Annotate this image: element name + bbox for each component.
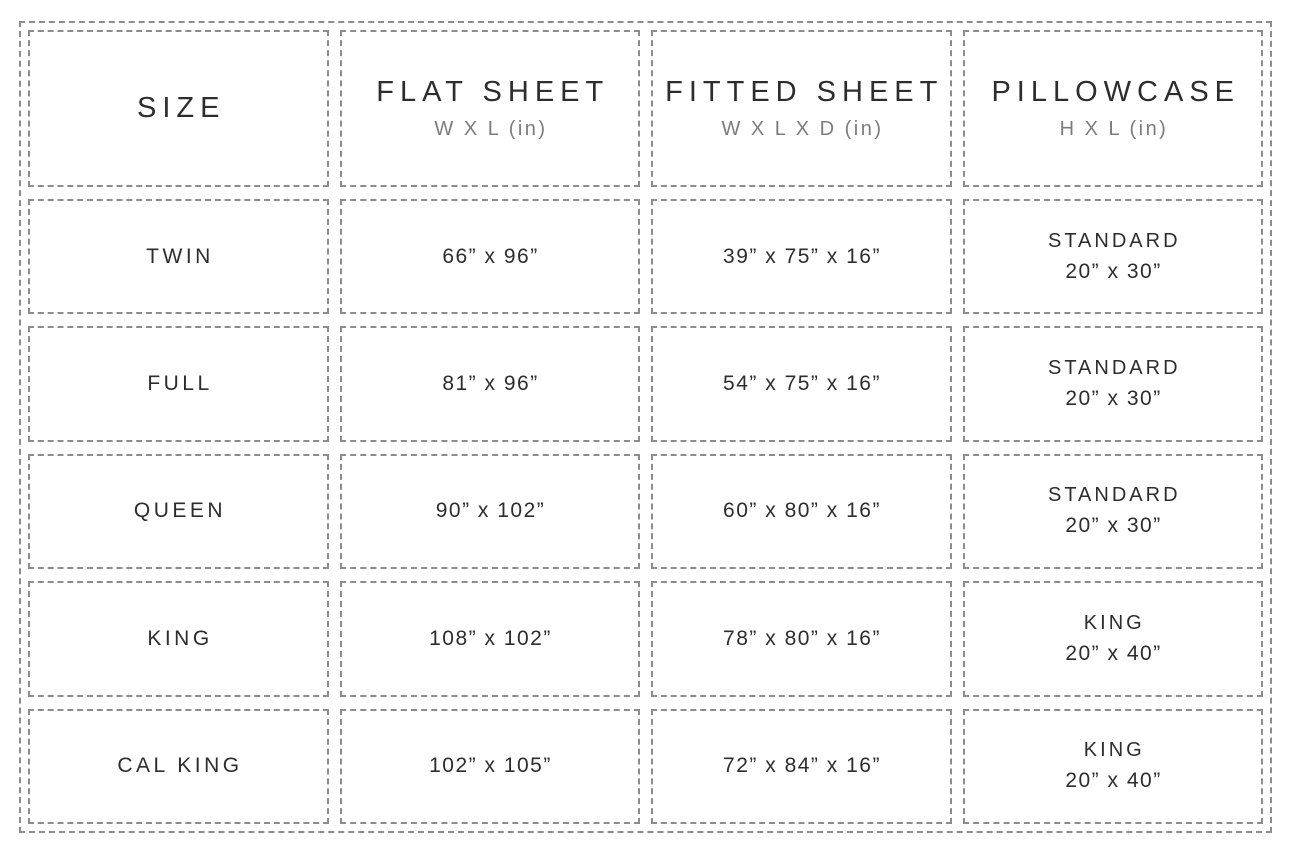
column-title-fitted-sheet: FITTED SHEET <box>665 76 944 108</box>
flat-sheet-dimensions: 108” x 102” <box>429 626 552 650</box>
size-cell <box>28 326 329 441</box>
pillowcase-type: STANDARD <box>1047 484 1181 507</box>
flat-sheet-dimensions: 66” x 96” <box>442 244 539 268</box>
fitted-sheet-cell <box>651 709 952 824</box>
column-units-fitted-sheet: W X L X D (in) <box>721 118 884 140</box>
size-cell <box>28 709 329 824</box>
pillowcase-cell <box>963 581 1264 696</box>
flat-sheet-dimensions: 102” x 105” <box>429 754 552 778</box>
fitted-sheet-dimensions: 72” x 84” x 16” <box>723 754 881 778</box>
pillowcase-cell <box>963 326 1264 441</box>
header-cell-fitted-sheet <box>651 30 952 187</box>
size-cell <box>28 581 329 696</box>
flat-sheet-cell <box>340 581 641 696</box>
size-label: TWIN <box>146 244 214 268</box>
size-label: KING <box>147 626 213 650</box>
fitted-sheet-cell <box>651 454 952 569</box>
pillowcase-type: KING <box>1083 611 1145 634</box>
pillowcase-dimensions: 20” x 40” <box>1065 641 1162 665</box>
fitted-sheet-dimensions: 78” x 80” x 16” <box>723 626 881 650</box>
flat-sheet-cell <box>340 199 641 314</box>
fitted-sheet-dimensions: 54” x 75” x 16” <box>723 372 881 396</box>
pillowcase-cell <box>963 454 1264 569</box>
column-units-pillowcase: H X L (in) <box>1059 118 1169 140</box>
column-title-size: SIZE <box>137 92 226 124</box>
size-label: FULL <box>147 372 213 396</box>
fitted-sheet-cell <box>651 199 952 314</box>
pillowcase-type: STANDARD <box>1047 357 1181 380</box>
size-chart-table <box>19 21 1272 833</box>
column-units-flat-sheet: W X L (in) <box>434 118 548 140</box>
size-label: CAL KING <box>117 754 243 778</box>
header-cell-pillowcase <box>963 30 1264 187</box>
fitted-sheet-dimensions: 39” x 75” x 16” <box>723 244 881 268</box>
pillowcase-dimensions: 20” x 30” <box>1065 387 1162 411</box>
column-title-flat-sheet: FLAT SHEET <box>376 76 610 108</box>
pillowcase-dimensions: 20” x 40” <box>1065 769 1162 793</box>
pillowcase-dimensions: 20” x 30” <box>1065 259 1162 283</box>
fitted-sheet-dimensions: 60” x 80” x 16” <box>723 499 881 523</box>
header-cell-size <box>28 30 329 187</box>
flat-sheet-cell <box>340 454 641 569</box>
column-title-pillowcase: PILLOWCASE <box>991 76 1241 108</box>
header-cell-flat-sheet <box>340 30 641 187</box>
flat-sheet-cell <box>340 326 641 441</box>
pillowcase-dimensions: 20” x 30” <box>1065 514 1162 538</box>
flat-sheet-dimensions: 90” x 102” <box>435 499 546 523</box>
fitted-sheet-cell <box>651 326 952 441</box>
size-cell <box>28 199 329 314</box>
size-label: QUEEN <box>133 499 227 523</box>
pillowcase-cell <box>963 709 1264 824</box>
flat-sheet-dimensions: 81” x 96” <box>442 372 539 396</box>
size-cell <box>28 454 329 569</box>
fitted-sheet-cell <box>651 581 952 696</box>
pillowcase-type: KING <box>1083 739 1145 762</box>
pillowcase-cell <box>963 199 1264 314</box>
flat-sheet-cell <box>340 709 641 824</box>
pillowcase-type: STANDARD <box>1047 229 1181 252</box>
